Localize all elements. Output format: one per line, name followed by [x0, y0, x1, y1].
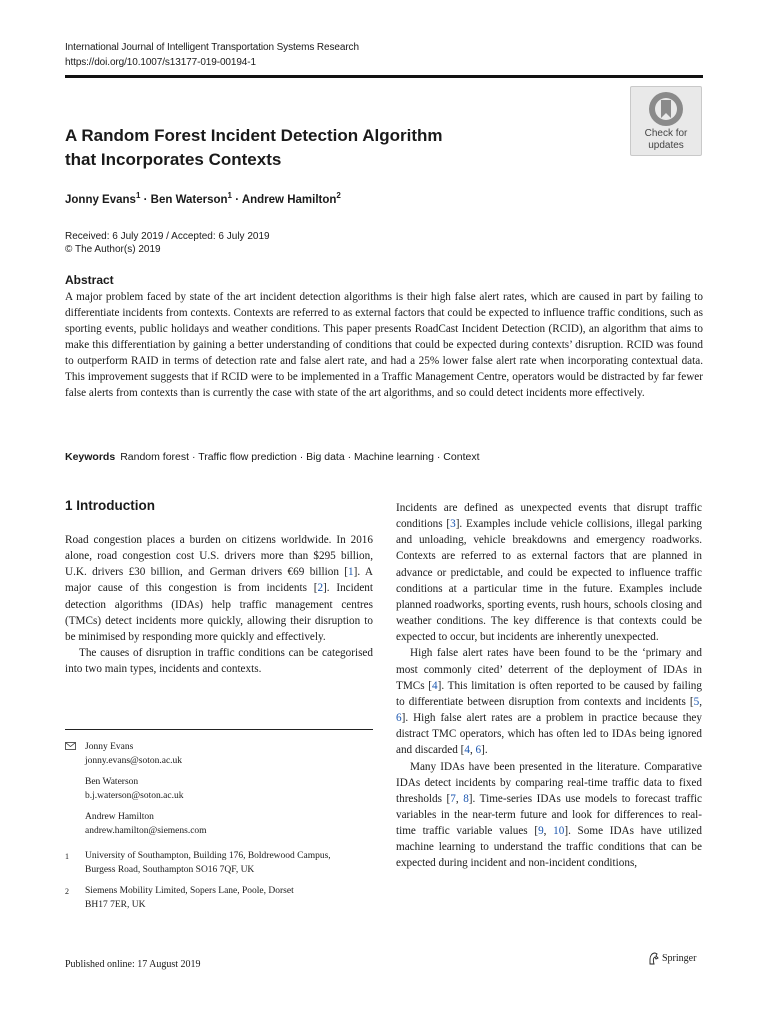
citation-link[interactable]: 6	[475, 744, 482, 757]
citation-link[interactable]: 7	[450, 792, 456, 805]
right-column	[396, 500, 702, 872]
citation-link[interactable]: 4	[464, 744, 470, 757]
author-list	[65, 191, 341, 206]
author-email[interactable]: b.j.waterson@soton.ac.uk	[85, 790, 184, 801]
paragraph: High false alert rates have been found to be the ‘primary and most commonly cited’ deterrent of the deployment of IDAs in TMCs [4]. This limitation is often reported to be caused by failing to differentiate between disruption from contexts and incidents [5, 6]. High false alert rates are a problem in practice because they distract TMC operators, which has often led to IDAs being ignored and discarded [4, 6].	[396, 647, 702, 757]
affiliation-line: Siemens Mobility Limited, Sopers Lane, Poole, Dorset	[85, 886, 294, 896]
header-rule	[65, 75, 703, 78]
author-affiliation-mark: 2	[336, 191, 341, 200]
citation-link[interactable]: 9	[538, 825, 544, 838]
footnote-rule	[65, 729, 373, 730]
affiliation	[65, 885, 373, 912]
keywords-label: Keywords	[65, 451, 116, 463]
author-name[interactable]: Jonny Evans	[65, 193, 136, 206]
author-name: Jonny Evans	[85, 742, 134, 752]
title-line-1: A Random Forest Incident Detection Algorithm	[65, 126, 443, 145]
abstract-text: A major problem faced by state of the art incident detection algorithms is their high false alert rates, which are caused in part by failing to differentiate incidents from contexts. Contexts are referred to as external factors that could be expected to influence traffic conditions, such as sporting events, public holidays and weather conditions. This paper presents RoadCast Incident Detection (RCID), an algorithm that aims to make this differentiation by gaining a better understanding of conditions that could be expected during contexts’ disruption. RCID was found to outperform RAID in terms of detection rate and false alert rate, and had a 25% lower false alert rate when incorporating contextual data. This improvement suggests that if RCID were to be implemented in a Traffic Management Centre, operators would be distracted by far fewer false alerts from contexts than is currently the case with state of the art algorithms, and so could detect incidents more effectively.	[65, 291, 703, 399]
springer-horse-icon	[648, 952, 659, 965]
affiliation-mark: 2	[65, 887, 69, 896]
author-separator: ·	[143, 193, 148, 206]
citation-link[interactable]: 10	[553, 825, 565, 838]
author-affiliation-mark: 1	[227, 191, 232, 200]
author-email[interactable]: andrew.hamilton@siemens.com	[85, 825, 207, 836]
author-name: Andrew Hamilton	[85, 812, 154, 822]
author-name[interactable]: Ben Waterson	[150, 193, 228, 206]
citation-link[interactable]: 5	[693, 695, 700, 708]
published-online: Published online: 17 August 2019	[65, 959, 201, 970]
citation-link[interactable]: 1	[348, 566, 354, 579]
badge-line-1: Check for	[644, 128, 688, 139]
citation-link[interactable]: 6	[396, 712, 402, 725]
check-for-updates-badge[interactable]	[630, 86, 702, 156]
article-dates	[65, 230, 270, 256]
paragraph: Road congestion places a burden on citizens worldwide. In 2016 alone, road congestion cost U.S. drivers more than $295 billion, U.K. drivers £30 billion, and German drivers €69 billion [1]. A major cause of this congestion is from incidents [2]. Incident detection algorithms (IDAs) help traffic management centres (TMCs) detect incidents more quickly, allowing their disruption to be minimised by responding more quickly and effectively.	[65, 534, 374, 643]
keywords-list: Random forest · Traffic flow prediction · Big data · Machine learning · Context	[120, 451, 480, 463]
badge-line-2: updates	[648, 140, 684, 151]
left-column	[65, 532, 373, 677]
section-heading: 1 Introduction	[65, 498, 155, 513]
affiliation-mark: 1	[65, 852, 69, 861]
correspondence-block	[65, 776, 373, 803]
journal-name: International Journal of Intelligent Transportation Systems Research	[65, 42, 359, 53]
affiliation-line: BH17 7ER, UK	[85, 899, 146, 910]
affiliation	[65, 850, 373, 877]
keywords-line	[65, 451, 480, 463]
affiliation-line: Burgess Road, Southampton SO16 7QF, UK	[85, 864, 255, 875]
author-email[interactable]: jonny.evans@soton.ac.uk	[85, 755, 183, 766]
correspondence-block	[65, 811, 373, 838]
copyright: © The Author(s) 2019	[65, 244, 161, 255]
envelope-icon	[65, 742, 76, 750]
citation-link[interactable]: 3	[450, 518, 456, 531]
doi-link[interactable]: https://doi.org/10.1007/s13177-019-00194-1	[65, 57, 256, 68]
author-separator: ·	[235, 193, 240, 206]
received-accepted: Received: 6 July 2019 / Accepted: 6 July 2019	[65, 231, 270, 242]
paragraph: Incidents are defined as unexpected events that disrupt traffic conditions [3]. Examples include vehicle collisions, illegal parking and unloading, vehicle breakdowns and emergency roadworks. Contexts are referred to as external factors that are planned in advance or predictable, and could be expected to influence traffic conditions at a particular time in the future. Examples include planned roadworks, sporting events, rush hours, schools closing and weather conditions. The key difference is that contexts could be expected to occur, but incidents are inherently unexpected.	[396, 502, 702, 644]
abstract-heading: Abstract	[65, 273, 114, 287]
affiliation-line: University of Southampton, Building 176, Boldrewood Campus,	[85, 851, 331, 861]
author-name[interactable]: Andrew Hamilton	[241, 193, 337, 206]
citation-link[interactable]: 2	[317, 582, 324, 595]
publisher-logo	[648, 952, 696, 965]
footnotes	[65, 741, 373, 920]
paragraph: Many IDAs have been presented in the literature. Comparative IDAs detect incidents by comparing real-time traffic data to fixed thresholds [7, 8]. Time-series IDAs use models to forecast traffic variables in the near-term future and look for differences to real-time traffic variable values [9, 10]. Some IDAs have utilized machine learning to understand the traffic conditions that can be expected during incident and non-incident conditions,	[396, 760, 703, 870]
citation-link[interactable]: 8	[463, 792, 469, 805]
title-line-2: that Incorporates Contexts	[65, 150, 282, 169]
article-title	[65, 124, 605, 172]
publisher-name: Springer	[662, 953, 697, 964]
author-name: Ben Waterson	[85, 777, 139, 787]
author-affiliation-mark: 1	[135, 191, 141, 200]
citation-link[interactable]: 4	[432, 679, 438, 692]
correspondence-block	[65, 741, 373, 768]
bookmark-icon	[648, 91, 684, 127]
paragraph: The causes of disruption in traffic conditions can be categorised into two main types, incidents and contexts.	[65, 647, 373, 676]
journal-header	[65, 40, 359, 70]
